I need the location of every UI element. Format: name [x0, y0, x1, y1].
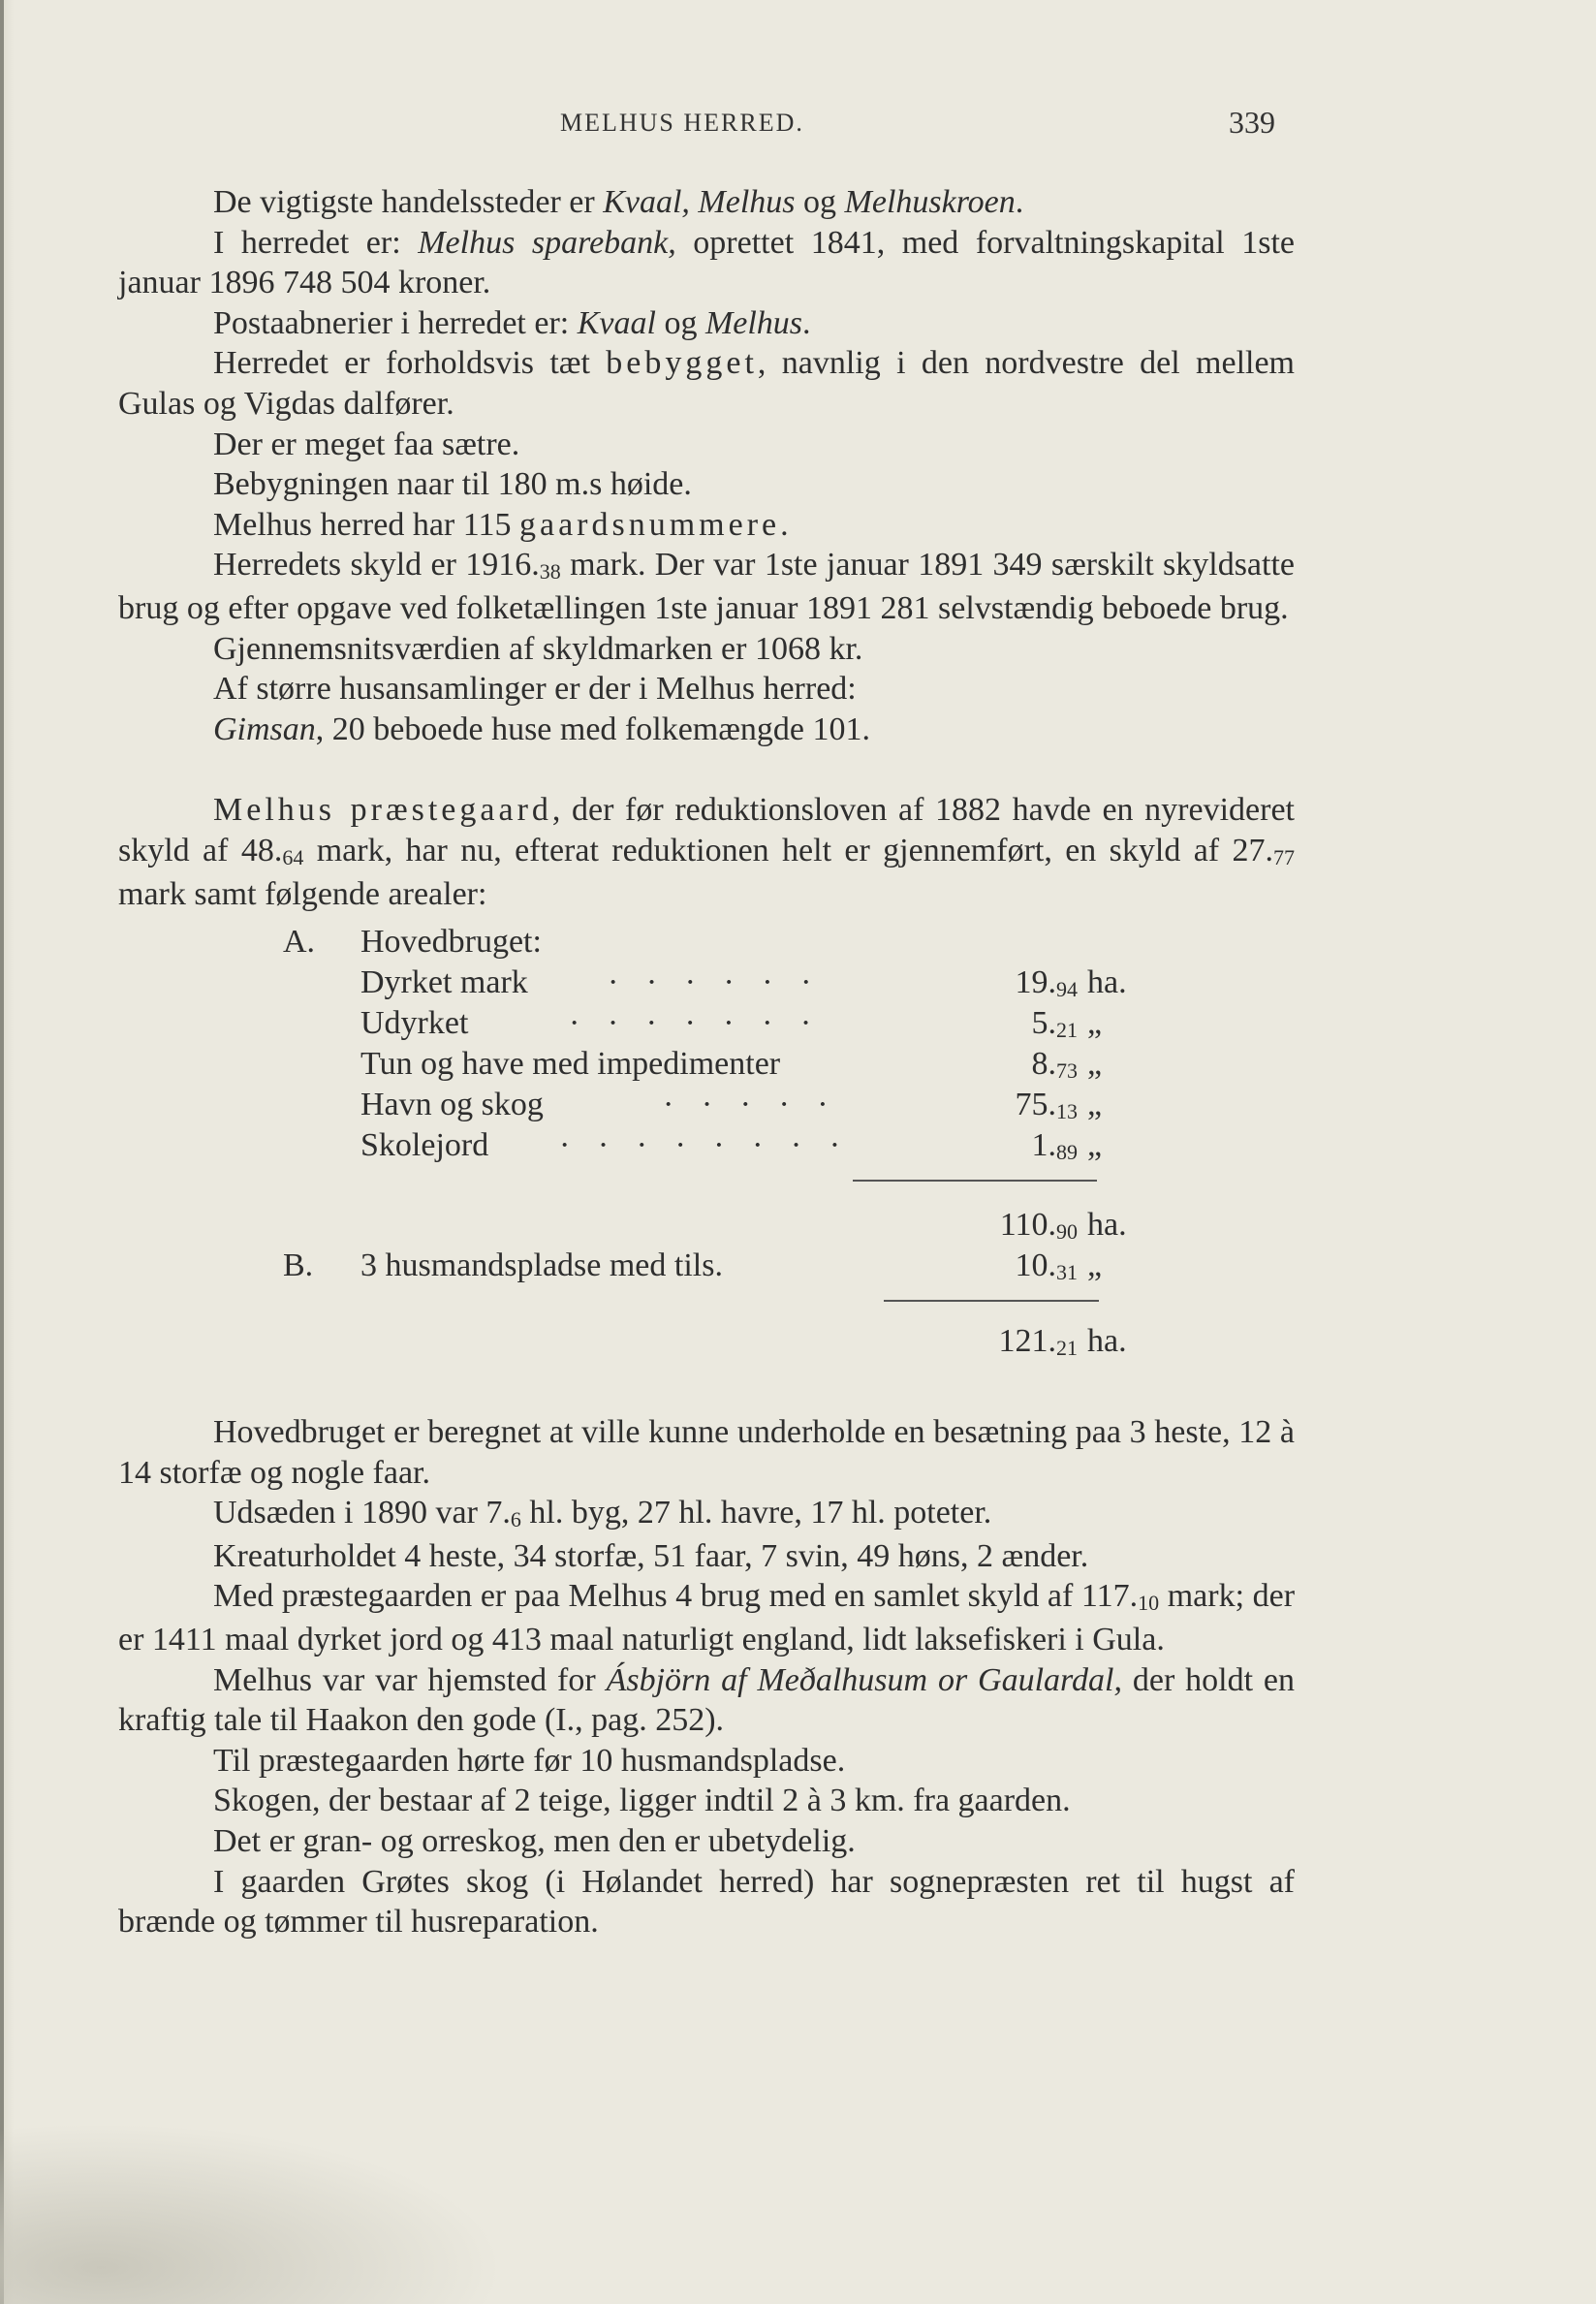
paragraph-bebygget: Herredet er forholdsvis tæt bebygget, navnlig i den nordvestre del mellem Gulas og Vigdas dalfører. [118, 345, 1296, 422]
paragraph-praestegaard: Melhus præstegaard, der før reduktionsloven af 1882 havde en nyrevideret skyld af $48._{64}$ mark, har nu, efterat reduktionen helt er gjennemført, en skyld af $27._{77}$ mark samt følgende arealer: [118, 792, 1295, 912]
paragraph-gjennemsnit: Gjennemsnitsværdien af skyldmarken er 1068 kr. [213, 630, 863, 667]
paragraph-gap [118, 749, 1295, 790]
areal-row-b: B. 3 husmandspladse med tils. $10._{31}$ „ [283, 1247, 1103, 1285]
paragraph-husmandspladse: Til præstegaarden hørte før 10 husmandspladse. [213, 1742, 846, 1779]
areal-table [118, 922, 1295, 1368]
paragraph-grotes-skog: I gaarden Grøtes skog (i Hølandet herred) har sognepræsten ret til hugst af brænde og tømmer til husreparation. [118, 1863, 1295, 1941]
total-rule [884, 1300, 1099, 1302]
paragraph-hovedbruget: Hovedbruget er beregnet at ville kunne underholde en besætning paa 3 heste, 12 à 14 storfæ og nogle faar. [118, 1414, 1295, 1491]
paragraph-postaabnerier: Postaabnerier i herredet er: Kvaal og Melhus. [213, 304, 811, 341]
subtotal-rule [853, 1180, 1097, 1182]
paragraph-granskog: Det er gran- og orreskog, men den er ubetydelig. [213, 1823, 856, 1860]
paragraph-sparebank: I herredet er: Melhus sparebank, oprettet 1841, med forvaltningskapital 1ste januar 1896 748 504 kroner. [118, 224, 1295, 301]
paragraph-skogen: Skogen, der bestaar af 2 teige, ligger indtil 2 à 3 km. fra gaarden. [213, 1783, 1071, 1819]
areal-subtotal-row: $110._{90}$ ha. [999, 1207, 1127, 1245]
paragraph-brug: Med præstegaarden er paa Melhus 4 brug med en samlet skyld af $117._{10}$ mark; der er 1411 maal dyrket jord og 413 maal naturligt england, lidt laksefiskeri i Gula. [118, 1578, 1296, 1658]
areal-total-row: $121._{21}$ ha. [998, 1323, 1127, 1361]
body-text [118, 182, 1295, 1942]
paragraph-udsaeden: Udsæden i 1890 var $7._6$ hl. byg, 27 hl. havre, 17 hl. poteter. [213, 1495, 992, 1532]
paragraph-handelssteder: De vigtigste handelssteder er Kvaal, Melhus og Melhuskroen. [213, 184, 1024, 220]
paragraph-hoide: Bebygningen naar til 180 m.s høide. [213, 466, 692, 503]
areal-letter-a: A. [283, 924, 316, 961]
paragraph-kreaturhold: Kreaturholdet 4 heste, 34 storfæ, 51 faar, 7 svin, 49 høns, 2 ænder. [213, 1537, 1089, 1574]
page-number: 339 [1229, 105, 1275, 140]
paper-stain [0, 2123, 504, 2304]
paragraph-husansamlinger: Af større husansamlinger er der i Melhus herred: [213, 671, 857, 708]
areal-heading-row [118, 922, 1295, 963]
areal-letter-b: B. [283, 1247, 314, 1284]
areal-row: Tun og have med impedimenter $8._{73}$ „ [360, 1046, 1103, 1084]
areal-row: Udyrket · · · · · · · $5._{21}$ „ [360, 1005, 1103, 1043]
page-header [0, 105, 1596, 147]
areal-row: Skolejord · · · · · · · · $1._{89}$ „ [360, 1127, 1103, 1165]
paragraph-skyld: Herredets skyld er $1916._{38}$ mark. Der var 1ste januar 1891 349 særskilt skyldsatte brug og efter opgave ved folketællingen 1ste januar 1891 281 selvstændig beboede brug. [118, 547, 1295, 626]
paragraph-saetre: Der er meget faa sætre. [213, 426, 520, 462]
paragraph-gap [118, 1368, 1295, 1412]
running-head: MELHUS HERRED. [560, 109, 804, 137]
areal-row: Dyrket mark · · · · · · $19._{94}$ ha. [360, 964, 1127, 1002]
paragraph-hjemsted: Melhus var var hjemsted for Ásbjörn af Meðalhusum or Gaulardal, der holdt en kraftig tale til Haakon den gode (I., pag. 252). [118, 1661, 1295, 1739]
areal-row: Havn og skog · · · · · $75._{13}$ „ [360, 1087, 1103, 1124]
paragraph-gaardsnummere: Melhus herred har 115 gaardsnummere. [213, 506, 789, 543]
areal-heading: Hovedbruget: [360, 924, 542, 961]
paragraph-gimsan: Gimsan, 20 beboede huse med folkemængde 101. [213, 710, 871, 747]
page-binding-edge [0, 0, 4, 2304]
